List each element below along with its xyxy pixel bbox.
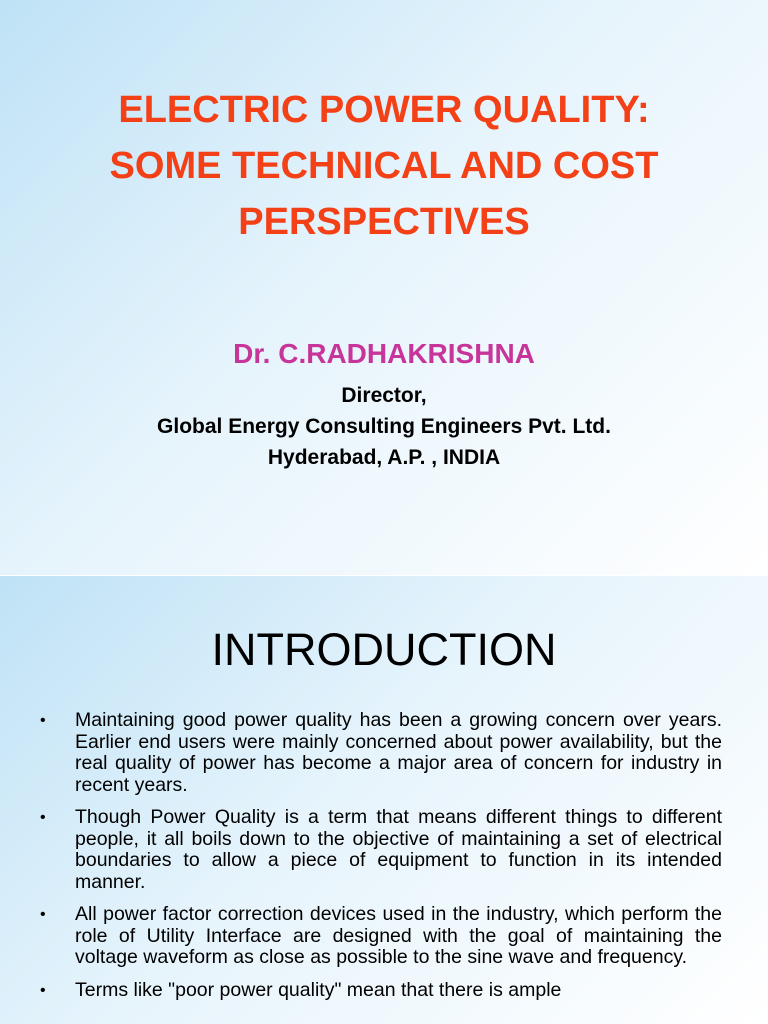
title-line: ELECTRIC POWER QUALITY: <box>118 89 650 131</box>
bullet-icon: • <box>40 906 46 923</box>
bullet-icon: • <box>40 809 46 826</box>
section-heading: INTRODUCTION <box>211 624 557 675</box>
introduction-slide <box>0 576 768 1024</box>
list-item <box>40 980 722 1002</box>
bullet-list <box>40 710 722 1012</box>
bullet-text: Though Power Quality is a term that means different things to different people, it all boils down to the objective of maintaining a set of electrical boundaries to allow a piece of equipment to function in its intended manner. <box>75 806 722 893</box>
bullet-text: Terms like "poor power quality" mean that there is ample <box>75 978 562 1001</box>
list-item <box>40 807 722 893</box>
slide-title <box>20 82 748 250</box>
list-item <box>40 710 722 796</box>
title-line: PERSPECTIVES <box>238 201 530 243</box>
author-name: Dr. C.RADHAKRISHNA <box>233 338 535 369</box>
author-affiliation <box>0 380 768 473</box>
list-item <box>40 904 722 969</box>
affiliation-line: Hyderabad, A.P. , INDIA <box>267 446 501 469</box>
bullet-text: Maintaining good power quality has been a growing concern over years. Earlier end users were mainly concerned about power availability, but the real quality of power has become a major area of concern for industry in recent years. <box>75 709 722 796</box>
title-line: SOME TECHNICAL AND COST <box>109 145 659 187</box>
bullet-text: All power factor correction devices used in the industry, which perform the role of Utility Interface are designed with the goal of maintaining the voltage waveform as close as possible to the sine wave and frequency. <box>75 903 722 968</box>
bullet-icon: • <box>40 712 46 729</box>
bullet-icon: • <box>40 981 46 999</box>
affiliation-line: Global Energy Consulting Engineers Pvt. Ltd. <box>157 415 611 438</box>
affiliation-line: Director, <box>341 384 427 407</box>
